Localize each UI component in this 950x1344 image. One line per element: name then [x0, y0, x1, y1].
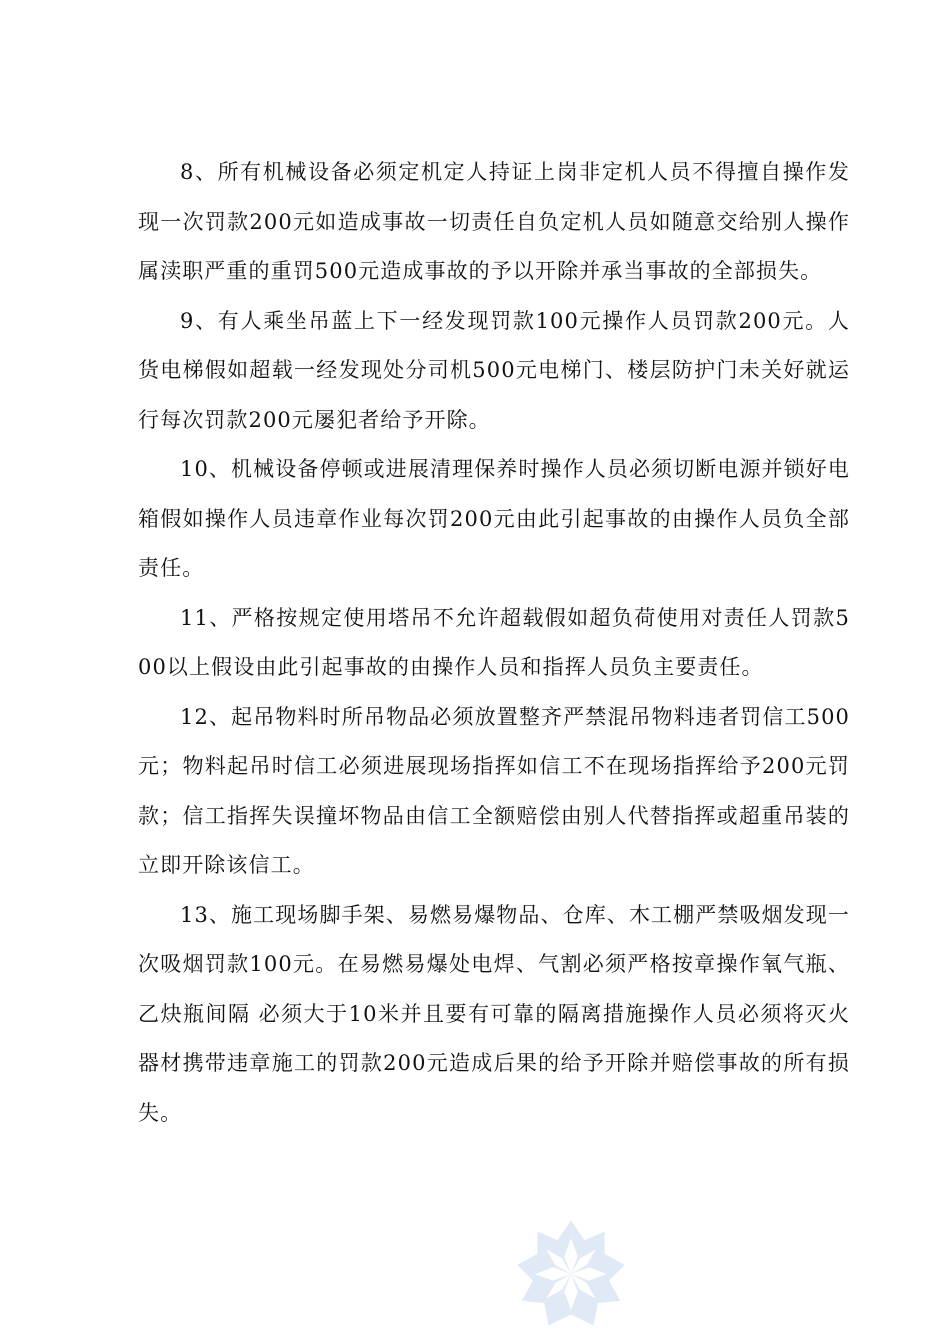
paragraph-item-11: 11、严格按规定使用塔吊不允许超载假如超负荷使用对责任人罚款500以上假设由此引起事故的由操作人员和指挥人员负主要责任。 [138, 605, 850, 679]
paragraph-item-8: 8、所有机械设备必须定机定人持证上岗非定机人员不得擅自操作发现一次罚款200元如造成事故一切责任自负定机人员如随意交给别人操作属渎职严重的重罚500元造成事故的予以开除并承当事故的全部损失。 [138, 160, 850, 283]
paragraph-item-12: 12、起吊物料时所吊物品必须放置整齐严禁混吊物料违者罚信工500元；物料起吊时信工必须进展现场指挥如信工不在现场指挥给予200元罚款；信工指挥失误撞坏物品由信工全额赔偿由别人代替指挥或超重吊装的立即开除该信工。 [138, 704, 850, 877]
snowflake-watermark-icon [515, 1218, 627, 1330]
paragraph-item-13: 13、施工现场脚手架、易燃易爆物品、仓库、木工棚严禁吸烟发现一次吸烟罚款100元。在易燃易爆处电焊、气割必须严格按章操作氧气瓶、乙炔瓶间隔 必须大于10米并且要有可靠的隔离措施操作人员必须将灭火器材携带违章施工的罚款200元造成后果的给予开除并赔偿事故的所有损失。 [138, 902, 850, 1125]
document-body [138, 148, 850, 1138]
paragraph-item-9: 9、有人乘坐吊蓝上下一经发现罚款100元操作人员罚款200元。人货电梯假如超载一经发现处分司机500元电梯门、楼层防护门未关好就运行每次罚款200元屡犯者给予开除。 [138, 308, 850, 432]
paragraph-item-10: 10、机械设备停顿或进展清理保养时操作人员必须切断电源并锁好电箱假如操作人员违章作业每次罚200元由此引起事故的由操作人员负全部责任。 [138, 457, 850, 580]
